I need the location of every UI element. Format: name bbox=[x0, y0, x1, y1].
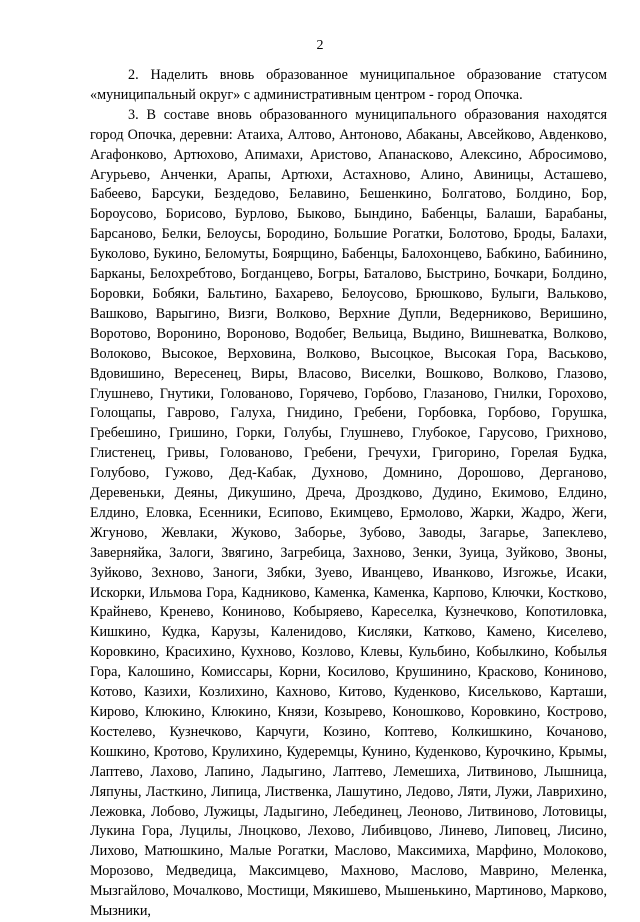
document-body bbox=[90, 66, 607, 922]
paragraph-settlement-list: 3. В составе вновь образованного муниципального образования находятся город Опочка, деревни: Атаиха, Алтово, Антоново, Абаканы, Авсейково, Авденково, Агафонково, Артюхово, Апимахи, Аристово, Апанасково, Алексино, Абросимово, Агурьево, Анченки, Арапы, Артюхи, Астахново, Алино, Авиницы, Асташево, Бабеево, Барсуки, Бездедово, Белавино, Бешенкино, Болгатово, Болдино, Бор, Бороусово, Борисово, Бурлово, Быково, Бындино, Бабенцы, Балаши, Барабаны, Барсаново, Белки, Белоусы, Бородино, Большие Рогатки, Болотово, Броды, Балахи, Буколово, Букино, Беломуты, Боярщино, Бабенцы, Балохонцево, Бабкино, Бабинино, Барканы, Белохребтово, Богданцево, Богры, Баталово, Быстрино, Бочкари, Болдино, Боровки, Бобяки, Бальтино, Бахарево, Белоусово, Брюшково, Булыги, Вальково, Вашково, Варыгино, Визги, Волково, Верхние Дупли, Ведерниково, Веришино, Воротово, Воронино, Вороново, Водобег, Вельица, Выдино, Вишневатка, Волково, Волоково, Высокое, Верховина, Волково, Высоцкое, Высокая Гора, Васьково, Вдовишино, Вересенец, Виры, Власово, Виселки, Вошково, Волково, Глазово, Глушнево, Гнутики, Голованово, Горячево, Горбово, Глазаново, Гнилки, Горохово, Голощапы, Гаврово, Галуха, Гнидино, Гребени, Горбовка, Горбово, Горушка, Гребешино, Гришино, Горки, Голубы, Глушнево, Глубокое, Гарусово, Грихново, Глистенец, Гривы, Голованово, Гребени, Гречухи, Григорино, Горелая Будка, Голубово, Гужово, Дед-Кабак, Духново, Домнино, Дорошово, Дерганово, Деревеньки, Деяны, Дикушино, Дреча, Дроздково, Дудино, Екимово, Елдино, Елдино, Еловка, Есенники, Есипово, Екимцево, Ермолово, Жарки, Жадро, Жеги, Жгуново, Жевлаки, Жуково, Заборье, Зубово, Заводы, Загарье, Запеклево, Заверняйка, Залоги, Звягино, Загребица, Захново, Зенки, Зуица, Зуйково, Звоны, Зуйково, Зехново, Заноги, Зябки, Зуево, Иванцево, Иванково, Изгожье, Исаки, Искорки, Ильмова Гора, Кадниково, Каменка, Каменка, Карпово, Ключки, Костково, Крайнево, Кренево, Кониново, Кобыряево, Кареселка, Кузнечково, Копотиловка, Кишкино, Кудка, Карузы, Каленидово, Кисляки, Катково, Камено, Киселево, Коровкино, Красихино, Кухново, Козлово, Клевы, Кульбино, Кобылкино, Кобылья Гора, Калошино, Комиссары, Корни, Косилово, Крушинино, Красково, Кониново, Котово, Казихи, Козлихино, Кахново, Китово, Куденково, Кисельково, Карташи, Кирово, Клюкино, Клюкино, Князи, Козырево, Коношково, Коровкино, Кострово, Костелево, Кузнечково, Карчуги, Козино, Коптево, Колкишкино, Кочаново, Кошкино, Кротово, Крулихино, Кудеремцы, Кунино, Куденково, Курочкино, Крымы, Лаптево, Лахово, Лапино, Ладыгино, Лаптево, Лемешиха, Литвиново, Лышница, Ляпуны, Ласткино, Липица, Лиственка, Лашутино, Ледово, Ляти, Лужи, Лаврихино, Лежовка, Лобово, Лужицы, Ладыгино, Лебединец, Леоново, Литвиново, Лотовицы, Лукина Гора, Луцилы, Лноцково, Лехово, Либивцово, Линево, Липовец, Лисино, Лихово, Матюшкино, Малые Рогатки, Маслово, Максимиха, Марфино, Молоково, Морозово, Медведица, Максимцево, Махново, Маслово, Маврино, Меленка, Мызгайлово, Мочалково, Мостищи, Мякишево, Мышенькино, Мартиново, Марково, Мызники, bbox=[90, 106, 607, 920]
paragraph-municipal-status: 2. Наделить вновь образованное муниципальное образование статусом «муниципальный округ» с административным центром - город Опочка. bbox=[90, 67, 607, 103]
page-number: 2 bbox=[316, 38, 324, 53]
